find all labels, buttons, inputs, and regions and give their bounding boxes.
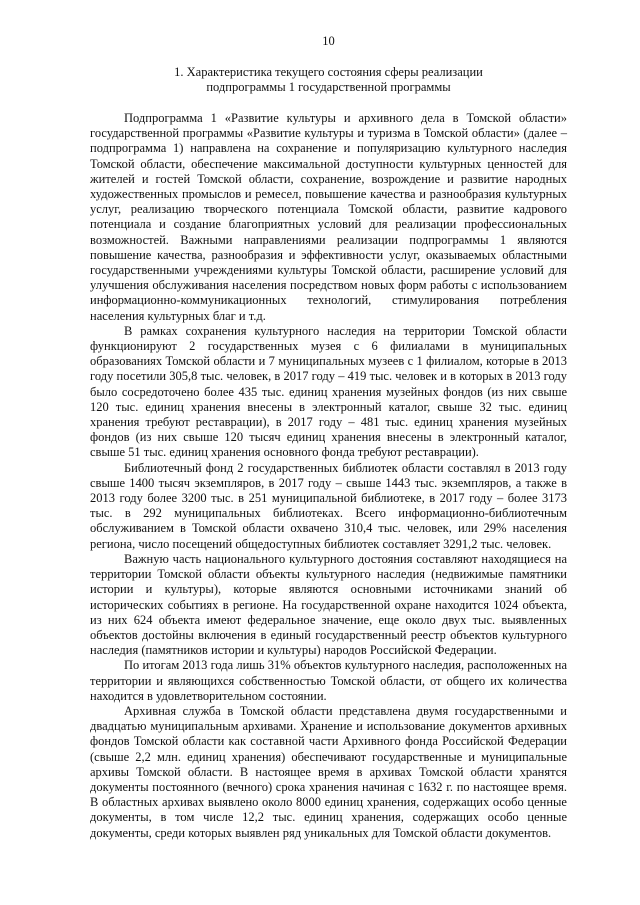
paragraph-3: Библиотечный фонд 2 государственных библиотек области составлял в 2013 году свыше 1400 тысяч экземпляров, в 2017 году – свыше 1443 тыс. экземпляров, а также в 2013 году более 3200 тыс. в 251 муниципальной библиотеке, в 2017 году – более 3173 тыс. в 292 муниципальных библиотеках. Всего информационно-библиотечным обслуживанием в Томской области охвачено 310,4 тыс. человек, или 29% населения региона, число посещений общедоступных библиотек составляет 3291,2 тыс. человек.: [90, 460, 567, 551]
page-number: 10: [322, 34, 335, 48]
paragraph-4: Важную часть национального культурного достояния составляют находящиеся на территории Томской области объекты культурного наследия (недвижимые памятники истории и культуры), которые являются основными источниками знаний об исторических событиях в регионе. На государственной охране находится 1024 объекта, из них 624 объекта имеют федеральное значение, еще около двух тыс. выявленных объектов достойны включения в единый государственный реестр объектов культурного наследия (памятников истории и культуры) народов Российской Федерации.: [90, 551, 567, 658]
paragraph-5: По итогам 2013 года лишь 31% объектов культурного наследия, расположенных на территории и являющихся собственностью Томской области, от общего их количества находится в удовлетворительном состоянии.: [90, 658, 567, 703]
paragraph-6: Архивная служба в Томской области представлена двумя государственными и двадцатью муниципальным архивами. Хранение и использование документов архивных фондов Томской области как составной части Архивного фонда Российской Федерации (свыше 2,2 млн. единиц хранения) обеспечивают государственные и муниципальные архивы Томской области. В настоящее время в архивах Томской области хранятся документы постоянного (вечного) срока хранения начиная с 1632 г. по настоящее время. В областных архивах выявлено около 8000 единиц хранения, содержащих особо ценные документы, в том числе 12,2 тыс. единиц хранения, содержащих особо ценные документы, среди которых выявлен ряд уникальных для Томской области документов.: [90, 703, 567, 840]
body-text: [90, 111, 567, 841]
paragraph-1: Подпрограмма 1 «Развитие культуры и архивного дела в Томской области» государственной программы «Развитие культуры и туризма в Томской области» (далее – подпрограмма 1) направлена на сохранение и популяризацию культурного наследия Томской области, обеспечение максимальной доступности культурных ценностей для жителей и гостей Томской области, сохранение, возрождение и развитие народных художественных промыслов и ремесел, повышение качества и разнообразия культурных услуг, реализацию творческого потенциала Томской области, развитие кадрового потенциала и создание благоприятных условий для реализации профессиональных возможностей. Важными направлениями реализации подпрограммы 1 являются повышение качества, разнообразия и эффективности услуг, оказываемых областными государственными учреждениями культуры Томской области, расширение условий для улучшения обслуживания населения посредством новых форм работы с использованием информационно-коммуникационных технологий, стимулирования потребления населения культурных благ и т.д.: [90, 111, 567, 323]
paragraph-2: В рамках сохранения культурного наследия на территории Томской области функционируют 2 государственных музея с 6 филиалами в муниципальных образованиях Томской области и 7 муниципальных музеев с 1 филиалом, которые в 2013 году посетили 305,8 тыс. человек, в 2017 году – 419 тыс. человек и в которых в 2013 году было сосредоточено более 435 тыс. единиц хранения музейных фондов (из них свыше 120 тыс. единиц хранения внесены в электронный каталог, свыше 32 тыс. единиц хранения требуют реставрации), в 2017 году – 481 тыс. единиц хранения музейных фондов (из них свыше 120 тысяч единиц хранения внесены в электронный каталог, свыше 51 тыс. единиц хранения основного фонда требуют реставрации).: [90, 323, 567, 460]
section-title-line-2: подпрограммы 1 государственной программы: [206, 80, 451, 94]
section-title: [90, 65, 567, 95]
section-title-line-1: 1. Характеристика текущего состояния сферы реализации: [174, 65, 483, 79]
